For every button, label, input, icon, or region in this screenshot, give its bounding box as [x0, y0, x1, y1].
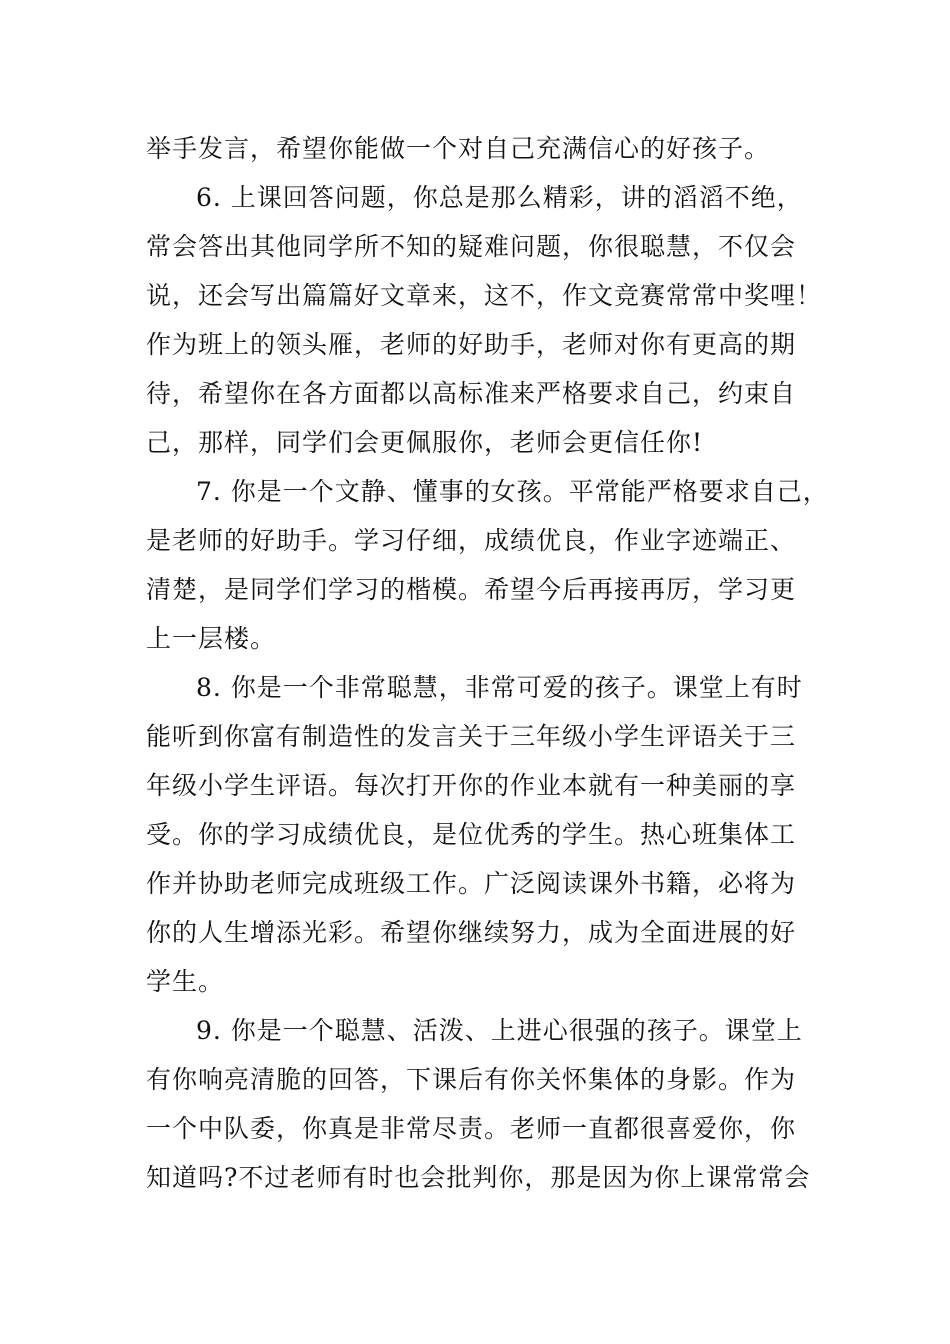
text-line-3: 常会答出其他同学所不知的疑难问题，你很聪慧，不仅会	[146, 232, 797, 261]
text-line-6: 待，希望你在各方面都以高标准来严格要求自己，约束自	[146, 379, 797, 408]
document-body	[146, 124, 829, 1202]
text-line-18: 学生。	[146, 967, 225, 996]
text-line-9: 是老师的好助手。学习仔细，成绩优良，作业字迹端正、	[146, 526, 797, 555]
text-line-16: 作并协助老师完成班级工作。广泛阅读课外书籍，必将为	[146, 869, 797, 898]
text-line-11: 上一层楼。	[146, 624, 277, 653]
text-line-21: 一个中队委，你真是非常尽责。老师一直都很喜爱你，你	[146, 1114, 797, 1143]
text-line-1: 举手发言，希望你能做一个对自己充满信心的好孩子。	[146, 134, 771, 163]
text-line-7: 己，那样，同学们会更佩服你，老师会更信任你!	[146, 428, 704, 457]
text-line-20: 有你响亮清脆的回答，下课后有你关怀集体的身影。作为	[146, 1065, 797, 1094]
text-line-19-item-9-start: 9. 你是一个聪慧、活泼、上进心很强的孩子。课堂上	[196, 1016, 803, 1045]
text-line-12-item-8-start: 8. 你是一个非常聪慧，非常可爱的孩子。课堂上有时	[196, 673, 803, 702]
text-line-8-item-7-start: 7. 你是一个文静、懂事的女孩。平常能严格要求自己，	[196, 477, 829, 506]
text-line-4: 说，还会写出篇篇好文章来，这不，作文竞赛常常中奖哩！	[146, 281, 823, 310]
text-line-5: 作为班上的领头雁，老师的好助手，老师对你有更高的期	[146, 330, 797, 359]
text-line-15: 受。你的学习成绩优良，是位优秀的学生。热心班集体工	[146, 820, 797, 849]
text-line-2-item-6-start: 6. 上课回答问题，你总是那么精彩，讲的滔滔不绝，	[196, 183, 803, 212]
text-line-10: 清楚，是同学们学习的楷模。希望今后再接再厉，学习更	[146, 575, 797, 604]
text-line-13: 能听到你富有制造性的发言关于三年级小学生评语关于三	[146, 722, 797, 751]
text-line-14: 年级小学生评语。每次打开你的作业本就有一种美丽的享	[146, 771, 797, 800]
text-line-22: 知道吗?不过老师有时也会批判你，那是因为你上课常常会	[146, 1163, 811, 1192]
text-line-17: 你的人生增添光彩。希望你继续努力，成为全面进展的好	[146, 918, 797, 947]
